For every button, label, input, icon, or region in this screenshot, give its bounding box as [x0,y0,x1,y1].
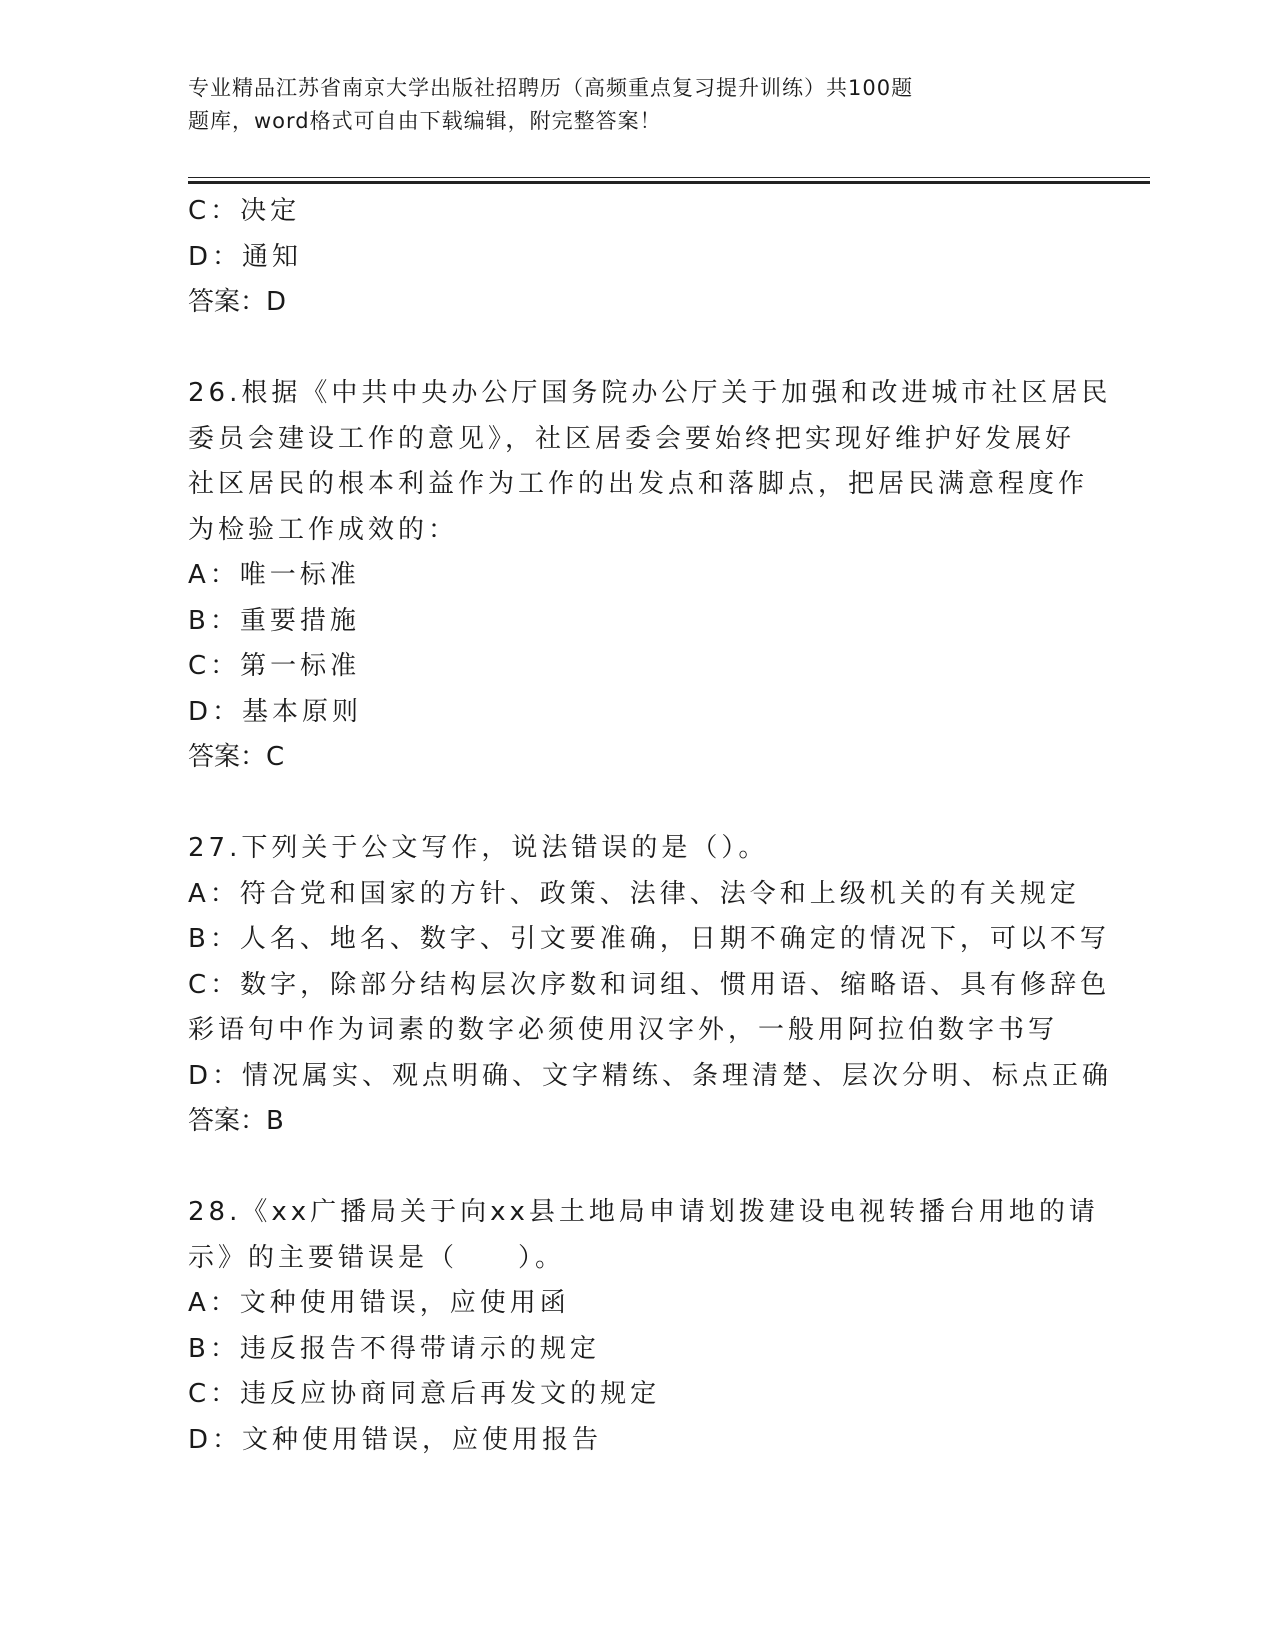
option-d: D：通知 [188,241,303,272]
spacer [188,1145,1088,1191]
answer-line: 答案：D [188,287,287,317]
question-stem-line: 示》的主要错误是（ ）。 [188,1242,566,1273]
option-d: D：文种使用错误，应使用报告 [188,1424,603,1455]
question-block-25 [188,189,1088,326]
option-c: C：数字，除部分结构层次序数和词组、惯用语、缩略语、具有修辞色 [188,969,1111,1000]
question-stem-line: 28.《xx广播局关于向xx县土地局申请划拨建设电视转播台用地的请 [188,1197,1099,1227]
question-block-28 [188,1190,1099,1463]
question-stem-line: 为检验工作成效的： [188,514,459,545]
option-b: B：重要措施 [188,605,360,636]
spacer [188,781,1088,827]
header-title-line-2: 题库，word格式可自由下载编辑，附完整答案！ [188,109,662,133]
option-c: C：决定 [188,196,301,226]
option-c: C：违反应协商同意后再发文的规定 [188,1379,661,1409]
header-divider-thick [188,181,1150,184]
answer-line: 答案：C [188,742,285,772]
option-b: B：违反报告不得带请示的规定 [188,1333,600,1364]
header-divider-thin [188,177,1150,178]
question-block-26 [188,371,1112,781]
option-a: A：文种使用错误，应使用函 [188,1288,570,1318]
question-stem-line: 27.下列关于公文写作，说法错误的是（）。 [188,833,769,863]
question-stem-line: 委员会建设工作的意见》，社区居委会要始终把实现好维护好发展好 [188,423,1076,454]
option-d: D：基本原则 [188,696,363,727]
option-d: D：情况属实、观点明确、文字精练、条理清楚、层次分明、标点正确 [188,1060,1113,1091]
document-header [188,72,1068,138]
option-c-continued: 彩语句中作为词素的数字必须使用汉字外，一般用阿拉伯数字书写 [188,1015,1059,1045]
option-b: B：人名、地名、数字、引文要准确，日期不确定的情况下，可以不写 [188,924,1110,954]
header-title-line-1: 专业精品江苏省南京大学出版社招聘历（高频重点复习提升训练）共100题 [188,76,914,100]
option-a: A：唯一标准 [188,560,360,590]
question-stem-line: 社区居民的根本利益作为工作的出发点和落脚点，把居民满意程度作 [188,469,1089,499]
option-a: A：符合党和国家的方针、政策、法律、法令和上级机关的有关规定 [188,878,1080,909]
option-c: C：第一标准 [188,651,361,681]
question-block-27 [188,826,1113,1145]
question-stem-line: 26.根据《中共中央办公厅国务院办公厅关于加强和改进城市社区居民 [188,378,1112,408]
document-body [188,189,1113,1463]
spacer [188,326,1088,372]
answer-line: 答案：B [188,1106,284,1136]
